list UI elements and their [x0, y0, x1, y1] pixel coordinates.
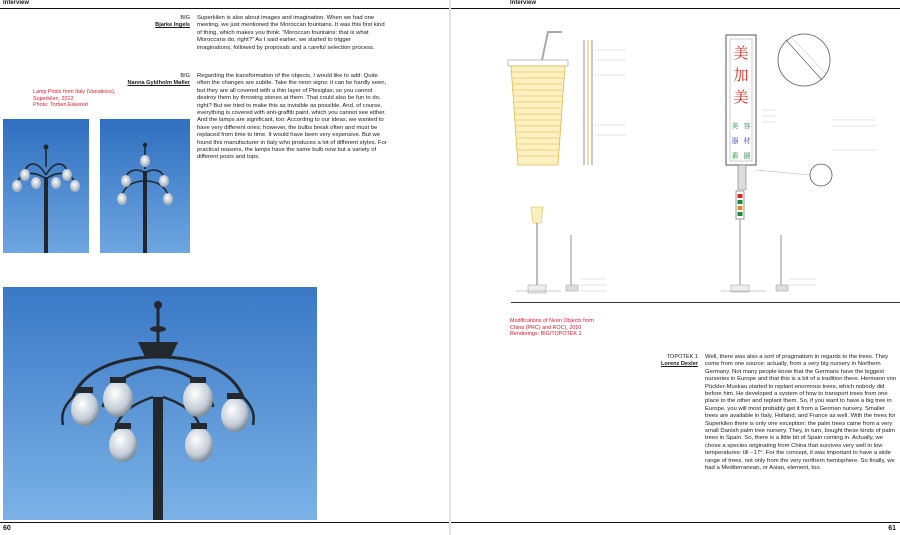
sign-small-character: 器 — [731, 137, 739, 145]
header-rule — [0, 8, 449, 9]
page-number: 60 — [3, 525, 11, 532]
running-header: Interview — [510, 0, 537, 6]
answer-text: Regarding the transformation of the objects, I would like to add: Quite often the changes are subtle. Take the neon signs: it can be hardly seen, but they are all covered with a thin layer of Plexiglas; so you cannot destroy them by throwing stones at them. That could also be fun to do, right? But we tried to make this as invisible as possible. And, of course, everything is covered with anti-graffiti paint, which you cannot see either. And the lamps are significant, too: According to our ideas, we wanted to have very different ones; however, the bulbs break often and must be replaced from time to time. It would have been very expensive. But we found this manufacturer in Italy who produces a lot of different styles. For practical reasons, the lamps have the same bulb now but a variety of different posts and tops. — [197, 73, 387, 161]
caption-line: Lamp Posts from Italy (Variations), — [33, 89, 116, 95]
speaker-org: TOPOTEK 1 — [666, 354, 698, 360]
header-rule — [451, 8, 900, 9]
drawing-caption — [510, 318, 610, 338]
speaker-name: Lorenz Dexler — [661, 361, 698, 367]
left-page — [0, 0, 449, 535]
sign-character: 美 — [733, 88, 749, 106]
right-page — [451, 0, 900, 535]
sign-character: 美 — [733, 44, 749, 62]
speaker-name: Nanna Gyldholm Møller — [127, 80, 190, 86]
sign-small-character: 容 — [743, 122, 751, 130]
speaker-lorenz-dexler — [621, 354, 698, 368]
speaker-nanna-gyldholm-moller — [120, 73, 190, 87]
running-header: Interview — [3, 0, 30, 6]
speaker-org: BIG — [180, 15, 190, 21]
caption-line: Photo: Torben Eskerod — [33, 102, 88, 109]
photo-caption — [33, 89, 123, 109]
speaker-name: Bjarke Ingels — [155, 22, 190, 28]
speaker-org: BIG — [180, 73, 190, 79]
answer-text: Well, there was also a sort of pragmatism in regards to the trees. They come from one source: actually, from a very big nursery in Northern Germany. Not many people know that the Germans have the biggest nurseries in Europe and that this is a bit of a tradition there. Hermann von Pückler-Muskau started to replant enormous trees, which nobody did before him. He developed a system of how to transport trees from one place to the other and replant them. So, if you want to have a big tree in Europe, you will most probably get it from a German nursery. Smaller trees are available in Italy, Holland, and France as well. With the trees for Superkilen there is only one exception: the palm trees came from a very small Danish palm tree nursery. They, in turn, bought these kinds of palm trees in Spain. So, there is a little bit of Spain coming in. Actually, we chose a species originating from China that survives very well in low temperatures: till −17°. For the concept, it was important to have a wide range of trees, not only from the very northern hemisphere. So finally, we had a Mediterranean, or Asian, element, too. — [705, 354, 897, 472]
caption-line: China (PRC) and ROC), 2010 — [510, 324, 582, 331]
page-number: 61 — [888, 525, 896, 532]
sign-character: 加 — [733, 66, 749, 84]
answer-text: Superkilen is also about images and imagination. When we had one meeting, we just mentioned the Moroccan fountains. It was this first kind of thing, which makes you think: “Moroccan fountains: that is what Moroccans do, right?” As I said earlier, we started to trigger imaginations, followed by proposals and a careful selection process. — [197, 15, 385, 51]
caption-line: Superkilen, 2012 — [33, 95, 74, 102]
cup-pole-drawing — [516, 195, 626, 300]
neon-sign-drawing — [706, 30, 886, 190]
sign-small-character: 素 — [731, 152, 739, 160]
speaker-bjarke-ingels — [100, 15, 190, 29]
caption-line: Renderings: BIG/TOPOTEK 1 — [510, 331, 582, 338]
sign-small-character: 園 — [743, 152, 751, 160]
footer-rule — [451, 522, 900, 523]
lamp-photo-large — [3, 287, 317, 520]
drawings-divider — [511, 302, 900, 303]
cup-drawing — [506, 30, 636, 170]
sign-pole-drawing — [721, 185, 831, 300]
sign-small-character: 材 — [743, 137, 751, 145]
sign-small-character: 美 — [731, 122, 739, 130]
caption-line: Modifications of Neon Objects from — [510, 318, 594, 324]
lamp-photo-2 — [100, 119, 190, 253]
lamp-photo-1 — [3, 119, 89, 253]
footer-rule — [0, 522, 449, 523]
